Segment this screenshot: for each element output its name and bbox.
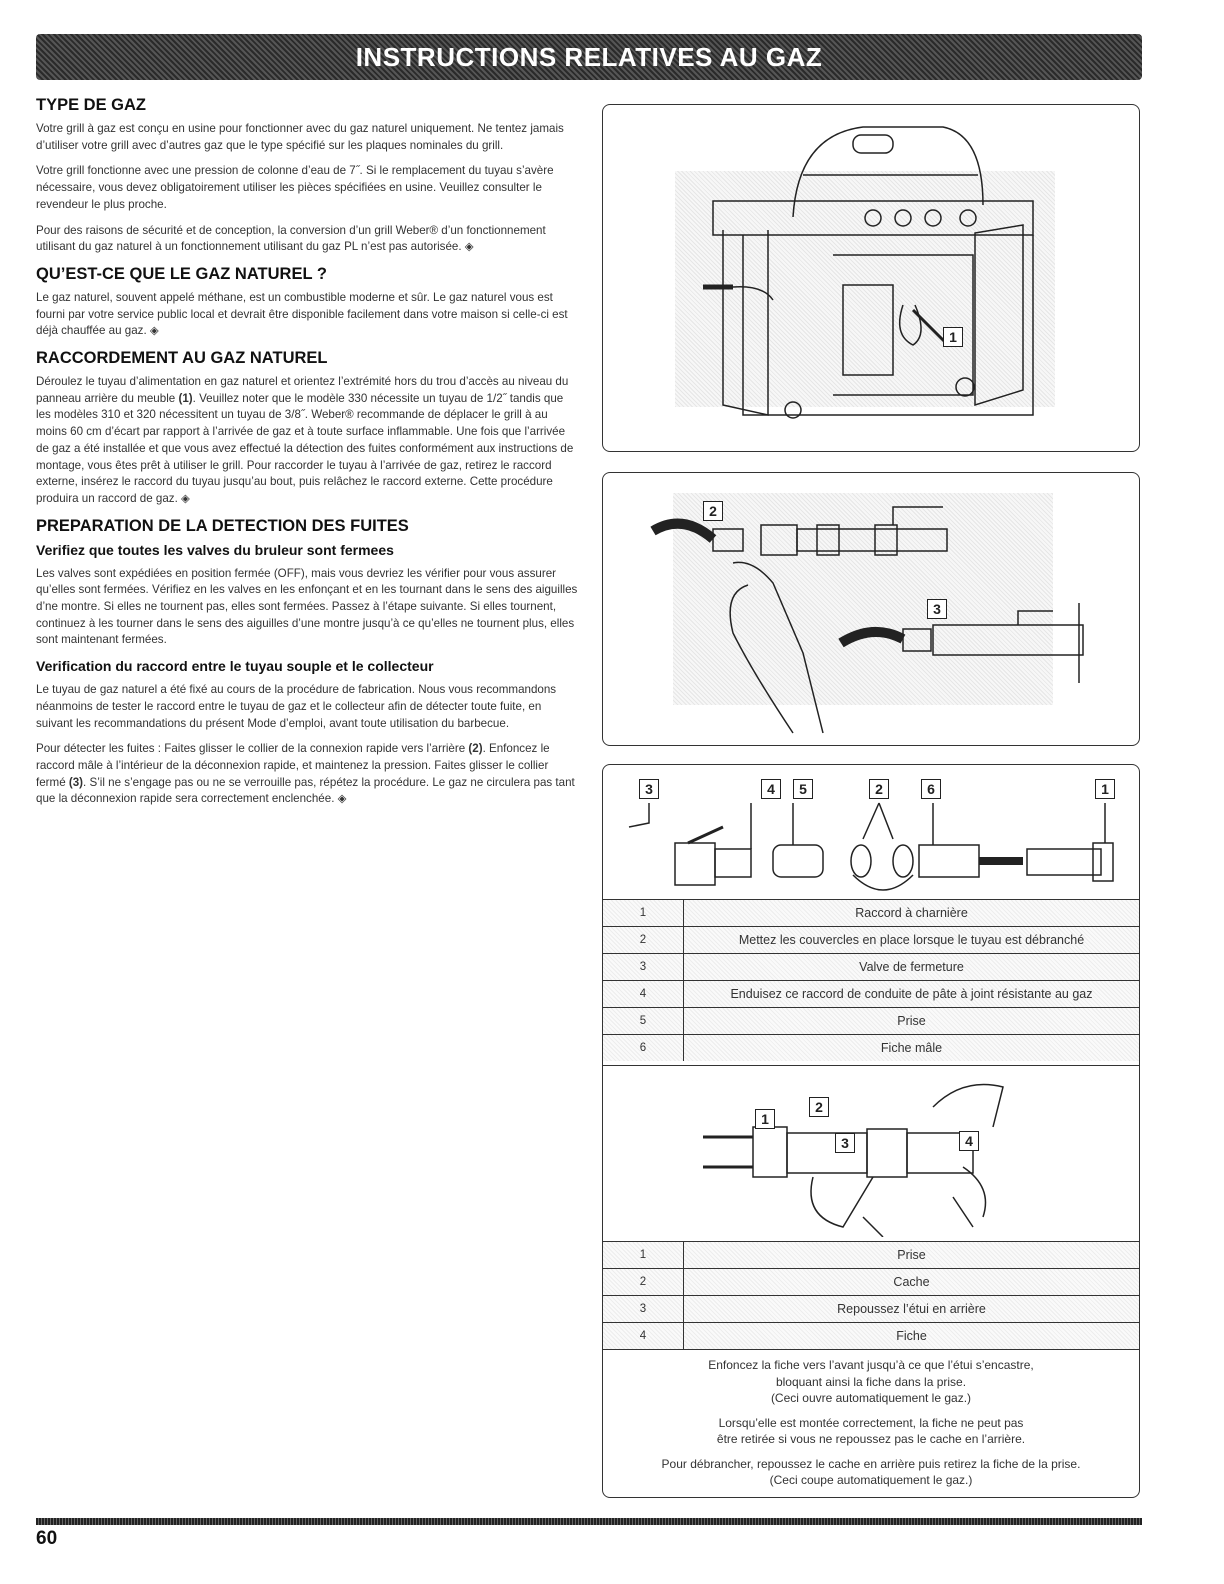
ref-number: (2): [468, 742, 483, 756]
part-description: Prise: [684, 1008, 1140, 1035]
table-row: [603, 900, 1139, 927]
paragraph: Votre grill fonctionne avec une pression de colonne d’eau de 7˝. Si le remplacement du tuyau s’avère nécessaire, vous devez obligatoirement utiliser les pièces spécifiées en usine. Veuillez consulter le revendeur le plus proche.: [36, 164, 554, 211]
part-description: Fiche: [684, 1323, 1140, 1350]
table-row: [603, 954, 1139, 981]
quick-connect-illustration: [603, 1067, 1139, 1237]
callout-number: 3: [927, 599, 947, 619]
part-number: 3: [603, 1296, 684, 1323]
part-description: Prise: [684, 1242, 1140, 1269]
callout-number: 1: [755, 1109, 775, 1129]
paragraph: Le gaz naturel, souvent appelé méthane, est un combustible moderne et sûr. Le gaz naturel vous est fourni par votre service public local et devrait être disponible facilement dans votre maison si celle-ci est déjà chauffée au gaz. ◈: [36, 290, 568, 338]
text-run: Déroulez le tuyau d’alimentation en gaz naturel et orientez l’extrémité hors du trou d’accès au niveau du panneau arrière du meuble: [36, 375, 569, 405]
parts-illustration: [603, 765, 1139, 895]
table-row: [603, 1269, 1139, 1296]
part-description: Fiche mâle: [684, 1035, 1140, 1062]
heading-type-de-gaz: TYPE DE GAZ: [36, 96, 147, 114]
grill-illustration: [603, 105, 1139, 451]
table-row: [603, 981, 1139, 1008]
part-number: 2: [603, 927, 684, 954]
ref-number: (1): [178, 391, 193, 405]
text-run: Pour détecter les fuites : Faites glisser le collier de la connexion rapide vers l’arrière: [36, 742, 469, 756]
paragraph: [36, 374, 580, 508]
callout-number: 1: [1095, 779, 1115, 799]
note: [603, 1357, 1139, 1407]
text-run: . Enfoncez le raccord mâle à l’intérieur de la déconnexion rapide, et maintenez la pression. Faites glisser le collier fermé: [36, 742, 550, 789]
paragraph: Pour des raisons de sécurité et de conception, la conversion d’un grill Weber® d’un fonctionnement utilisant du gaz naturel à un fonctionnement utilisant du gaz PL n’est pas autorisée. ◈: [36, 223, 546, 254]
part-description: Mettez les couvercles en place lorsque le tuyau est débranché: [684, 927, 1140, 954]
part-number: 3: [603, 954, 684, 981]
table-row: [603, 1323, 1139, 1350]
table-row: [603, 1035, 1139, 1062]
note-line: être retirée si vous ne repoussez pas le cache en l’arrière.: [716, 1432, 1026, 1446]
note-line: bloquant ainsi la fiche dans la prise.: [775, 1374, 967, 1389]
callout-number: 2: [703, 501, 723, 521]
section-banner: [36, 34, 1142, 80]
note: [603, 1456, 1139, 1489]
callout-number: 4: [959, 1131, 979, 1151]
hose-connection-illustration: [603, 473, 1139, 745]
table-row: [603, 1242, 1139, 1269]
ref-number: (3): [68, 775, 84, 789]
callout-number: 3: [835, 1133, 855, 1153]
footer-rule: [36, 1518, 1142, 1525]
divider: [603, 1065, 1139, 1066]
part-number: 1: [603, 900, 684, 927]
callout-number: 2: [869, 779, 889, 799]
note-line: Pour débrancher, repoussez le cache en arrière puis retirez la fiche de la prise.: [661, 1456, 1081, 1471]
subheading-valves: Verifiez que toutes les valves du bruleur sont fermees: [36, 541, 394, 558]
callout-number: 1: [943, 327, 963, 347]
part-number: 1: [603, 1242, 684, 1269]
quick-connect-table: [603, 1241, 1139, 1350]
heading-raccordement: RACCORDEMENT AU GAZ NATUREL: [36, 349, 328, 368]
heading-detection: PREPARATION DE LA DETECTION DES FUITES: [36, 516, 409, 535]
part-description: Valve de fermeture: [684, 954, 1140, 981]
note-line: Lorsqu’elle est montée correctement, la fiche ne peut pas: [718, 1415, 1024, 1430]
note-line: Enfoncez la fiche vers l’avant jusqu’à ce que l’étui s’encastre,: [708, 1358, 1034, 1372]
page-number: 60: [36, 1528, 58, 1549]
figure-parts: [602, 764, 1140, 1498]
paragraph: Votre grill à gaz est conçu en usine pour fonctionner avec du gaz naturel uniquement. Ne tentez jamais d’utiliser votre grill avec d’autres gaz que le type spécifié sur les plaques nominales du grill.: [36, 122, 564, 152]
part-description: Enduisez ce raccord de conduite de pâte à joint résistante au gaz: [684, 981, 1140, 1008]
callout-number: 5: [793, 779, 813, 799]
figure-hose-connection: [602, 472, 1140, 746]
table-row: [603, 1296, 1139, 1323]
heading-gaz-naturel: QU’EST-CE QUE LE GAZ NATUREL ?: [36, 264, 327, 283]
part-number: 5: [603, 1008, 684, 1035]
part-description: Cache: [684, 1269, 1140, 1296]
text-run: . Veuillez noter que le modèle 330 nécessite un tuyau de 1/2˝ tandis que les modèles 310 et 320 nécessitent un tuyau de 3/8˝. Weber® recommande de déplacer le grill à au moins 60 cm d’écart par rapport à l’arrivée de gaz et à toute surface inflammable. Une fois que l’arrivée de gaz a été installée et que vous avez effectué la détection des fuites conformément aux instructions de montage, vous êtes prêt à utiliser le grill. Pour raccorder le tuyau à l’arrivée de gaz, retirez le raccord externe, insérez le raccord du tuyau jusqu’au bout, puis relâchez le raccord externe. Cette procédure produira un raccord de gaz. ◈: [36, 391, 574, 505]
callout-number: 2: [809, 1097, 829, 1117]
part-number: 2: [603, 1269, 684, 1296]
text-run: . S’il ne s’engage pas ou ne se verrouille pas, répétez la procédure. Le gaz ne circulera pas tant que la déconnexion rapide sera correctement enclenchée. ◈: [36, 775, 575, 806]
part-number: 4: [603, 1323, 684, 1350]
note-line: (Ceci ouvre automatiquement le gaz.): [770, 1391, 972, 1405]
paragraph: [36, 741, 580, 808]
text-column: [36, 96, 580, 817]
subheading-raccord: Verification du raccord entre le tuyau souple et le collecteur: [36, 658, 434, 675]
part-number: 4: [603, 981, 684, 1008]
quick-connect-notes: [603, 1357, 1139, 1497]
note: [603, 1415, 1139, 1448]
page-title: INSTRUCTIONS RELATIVES AU GAZ: [355, 41, 823, 72]
parts-table: [603, 899, 1139, 1061]
note-line: (Ceci coupe automatiquement le gaz.): [769, 1473, 973, 1487]
paragraph: Le tuyau de gaz naturel a été fixé au cours de la procédure de fabrication. Nous vous recommandons néanmoins de tester le raccord entre le tuyau de gaz et le collecteur afin de détecter toute fuite, en suivant les recommandations du présent Mode d’emploi, avant toute utilisation du barbecue.: [36, 683, 557, 730]
figure-grill: [602, 104, 1140, 452]
callout-number: 4: [761, 779, 781, 799]
table-row: [603, 1008, 1139, 1035]
table-row: [603, 927, 1139, 954]
part-description: Repoussez l’étui en arrière: [684, 1296, 1140, 1323]
part-description: Raccord à charnière: [684, 900, 1140, 927]
callout-number: 6: [921, 779, 941, 799]
paragraph: Les valves sont expédiées en position fermée (OFF), mais vous devriez les vérifier pour vous assurer qu’elles sont fermées. Vérifiez en les valves en les enfonçant et en les tournant dans le sens des aiguilles d’ne montre. Si elles ne tournent pas, elles sont fermées. Passez à l’étape suivante. Si elles tournent, continuez à les tourner dans le sens des aiguilles d’une montre jusqu’à ce qu’elles ne tournent plus, elles sont maintenant fermées.: [36, 566, 578, 647]
callout-number: 3: [639, 779, 659, 799]
part-number: 6: [603, 1035, 684, 1062]
